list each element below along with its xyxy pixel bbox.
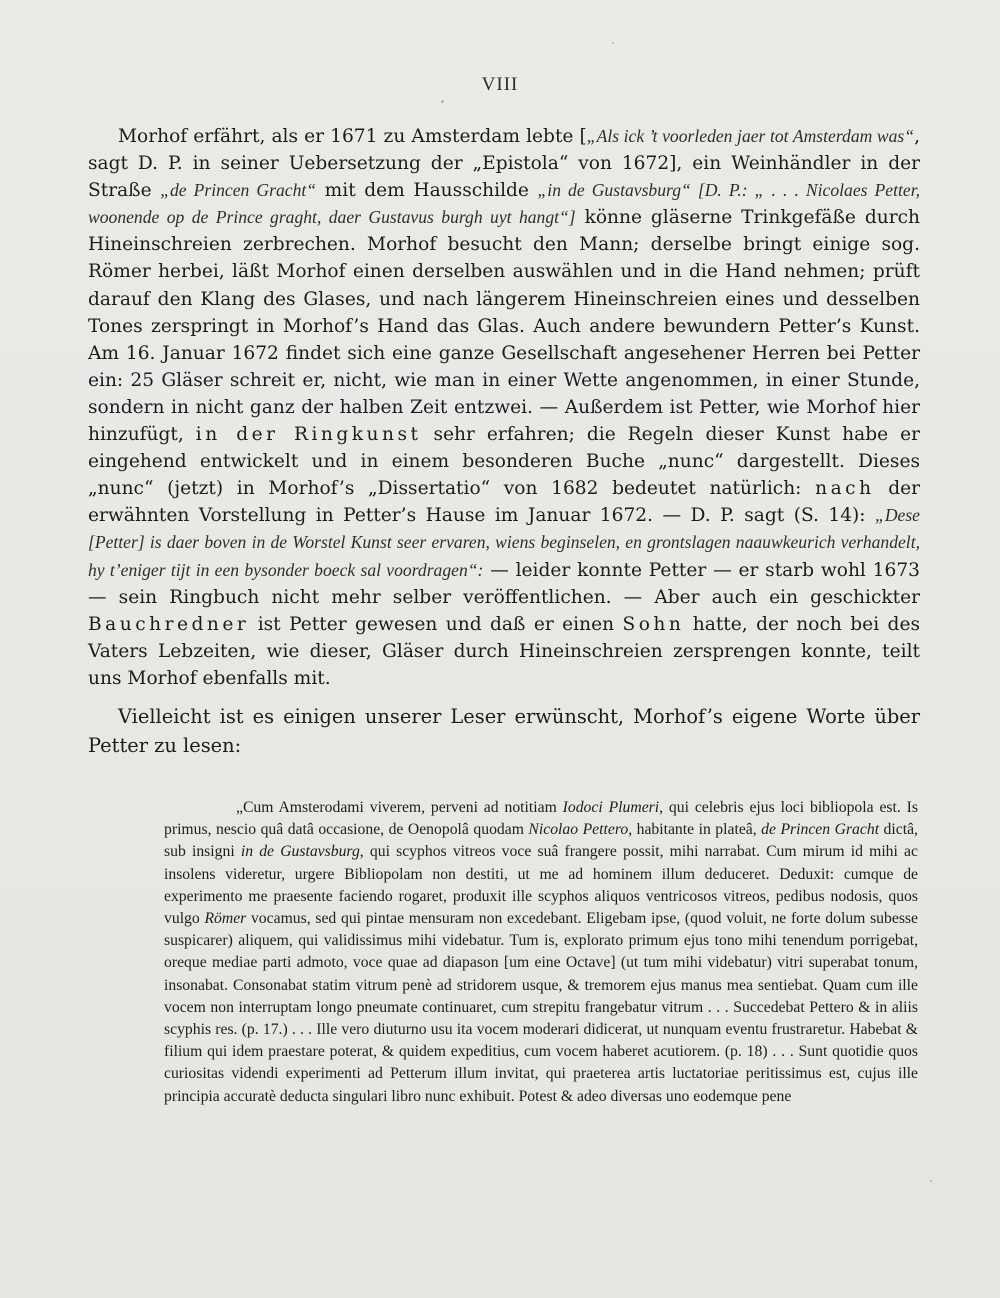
dutch-quote: „Als ick ’t voorleden jaer tot Amsterdam was“: [586, 126, 915, 146]
quote-name: de Princen Gracht: [761, 821, 880, 839]
paragraph-morhof: [88, 123, 920, 692]
paper-speck: [441, 100, 444, 103]
paper-speck: [612, 42, 614, 44]
dutch-quote: „Dese [Petter] is daer boven in de Worstel Kunst seer ervaren, wiens beginselen, en grontslagen naauwkeurich verhandelt, hy t’eniger tijt in een bysonder boeck sal voordragen“:: [88, 505, 920, 580]
latin-quote-block: [164, 797, 918, 1108]
dutch-quote: „in de Gustavsburg“ [D. P.: „ . . . Nicolaes Petter, woonende op de Prince graght, daer Gustavus burgh uyt hangt“]: [88, 180, 920, 228]
quote-segment: , qui celebris ejus loci bibliopola est. Is primus, nescio quâ datâ occasione, de Oenopolâ quodam: [164, 799, 918, 839]
quote-segment: , qui scyphos vitreos voce suâ frangere possit, mihi narrabat. Cum mirum id mihi ac insolens videretur, urgere Bibliopolam non destiti, ut me ad hominem illum deduceret. Deduxit: cumque de experimento me praesente faciendo rogaret, produxit ille scyphos aliquos ventricosos vitreos, pedibus nodosis, quos vulgo: [164, 843, 918, 928]
quote-segment: „Cum Amsterodami viverem, perveni ad notitiam: [236, 799, 563, 816]
text-segment: ist Petter gewesen und daß er einen: [249, 613, 623, 635]
text-segment: mit dem Hausschilde: [316, 180, 538, 202]
spaced-emphasis: nach: [815, 478, 875, 500]
quote-name: in de Gustavsburg: [240, 843, 360, 861]
page-number: VIII: [481, 74, 519, 95]
text-segment: könne gläserne Trinkgefäße durch Hineinschreien zerbrechen. Morhof besucht den Mann; derselbe bringt einige sog. Römer herbei, läßt Morhof einen derselben auswählen und in die Hand nehmen; prüft darauf den Klang des Glases, und nach längerem Hineinschreien eines und desselben Tones zerspringt in Morhof’s Hand das Glas. Auch andere bewundern Petter’s Kunst. Am 16. Januar 1672 findet sich eine ganze Gesellschaft angesehener Herren bei Petter ein: 25 Gläser schreit er, nicht, wie man in einer Wette angenommen, in einer Stunde, sondern in nicht ganz der halben Zeit entzwei. — Außerdem ist Petter, wie Morhof hier hinzufügt,: [88, 207, 920, 446]
quote-segment: dictâ, sub insigni: [164, 821, 918, 861]
text-segment: — leider konnte Petter — er starb wohl 1673 — sein Ringbuch nicht mehr selber veröffentlichen. — Aber auch ein geschickter: [88, 559, 920, 608]
text-segment: hatte, der noch bei des Vaters Lebzeiten, wie dieser, Gläser durch Hineinschreien zersprengen konnte, teilt uns Morhof ebenfalls mit.: [88, 613, 920, 689]
spaced-emphasis: Sohn: [622, 613, 685, 635]
spaced-emphasis: in der Ringkunst: [195, 424, 422, 446]
street-name: „de Princen Gracht“: [160, 180, 317, 201]
text-segment: , sagt D. P. in seiner Uebersetzung der „Epistola“ von 1672], ein Weinhändler in der Straße: [88, 126, 920, 202]
main-text: [88, 123, 920, 760]
text-segment: sehr erfahren; die Regeln dieser Kunst habe er eingehend entwickelt und in einem besonderen Buche „nunc“ dargestellt. Dieses „nunc“ (jetzt) in Morhof’s „Dissertatio“ von 1682 bedeutet natürlich:: [88, 424, 921, 500]
quote-segment: vocamus, sed qui pintae mensuram non excedebant. Eligebam ipse, (quod voluit, ne forte dolum subesse suspicarer) aliquem, qui validissimus mihi videbatur. Tum is, explorato primum ejus tono mihi tenendum porrigebat, oreque mediae parti admoto, voce quae ad diapason [um eine Octave] (ut tum mihi videbatur) vitri superabat tonum, insonabat. Consonabat statim vitrum penè ad stridorem usque, & tremorem ejus manus mea sentiebat. Quam cum ille vocem non interruptam longo pneumate continuaret, cum strepitu frangebatur vitrum . . . Succedebat Pettero & in aliis scyphis res. (p. 17.) . . . Ille vero diuturno usu ita vocem moderari didicerat, ut nunquam eventu frustraretur. Habebat & filium qui idem praestare poterat, & quidem expeditius, cum vocem haberet acutiorem. (p. 18) . . . Sunt quotidie quos curiositas videndi experimenti ad Petterum illum invitat, qui praeterea artis luctatoriae peritissimus est, cujus ille principia accuratè deducta singulari libro nunc exhibuit. Potest & adeo diversas uno eodemque pene: [164, 910, 918, 1105]
text-segment: der erwähnten Vorstellung in Petter’s Hause im Januar 1672. — D. P. sagt (S. 14):: [88, 478, 920, 527]
quote-name: Nicolao Pettero: [528, 821, 629, 839]
quote-name: Römer: [204, 910, 247, 928]
paper-speck: [930, 1180, 932, 1182]
paragraph-intro: Vielleicht ist es einigen unserer Leser erwünscht, Morhof’s eigene Worte über Petter zu lesen:: [88, 704, 920, 757]
quote-segment: , habitante in plateâ,: [628, 821, 762, 839]
spaced-emphasis: Bauchredner: [88, 613, 250, 635]
quote-name: Iodoci Plumeri: [562, 799, 660, 816]
text-segment: Morhof erfährt, als er 1671 zu Amsterdam lebte [: [118, 126, 587, 147]
